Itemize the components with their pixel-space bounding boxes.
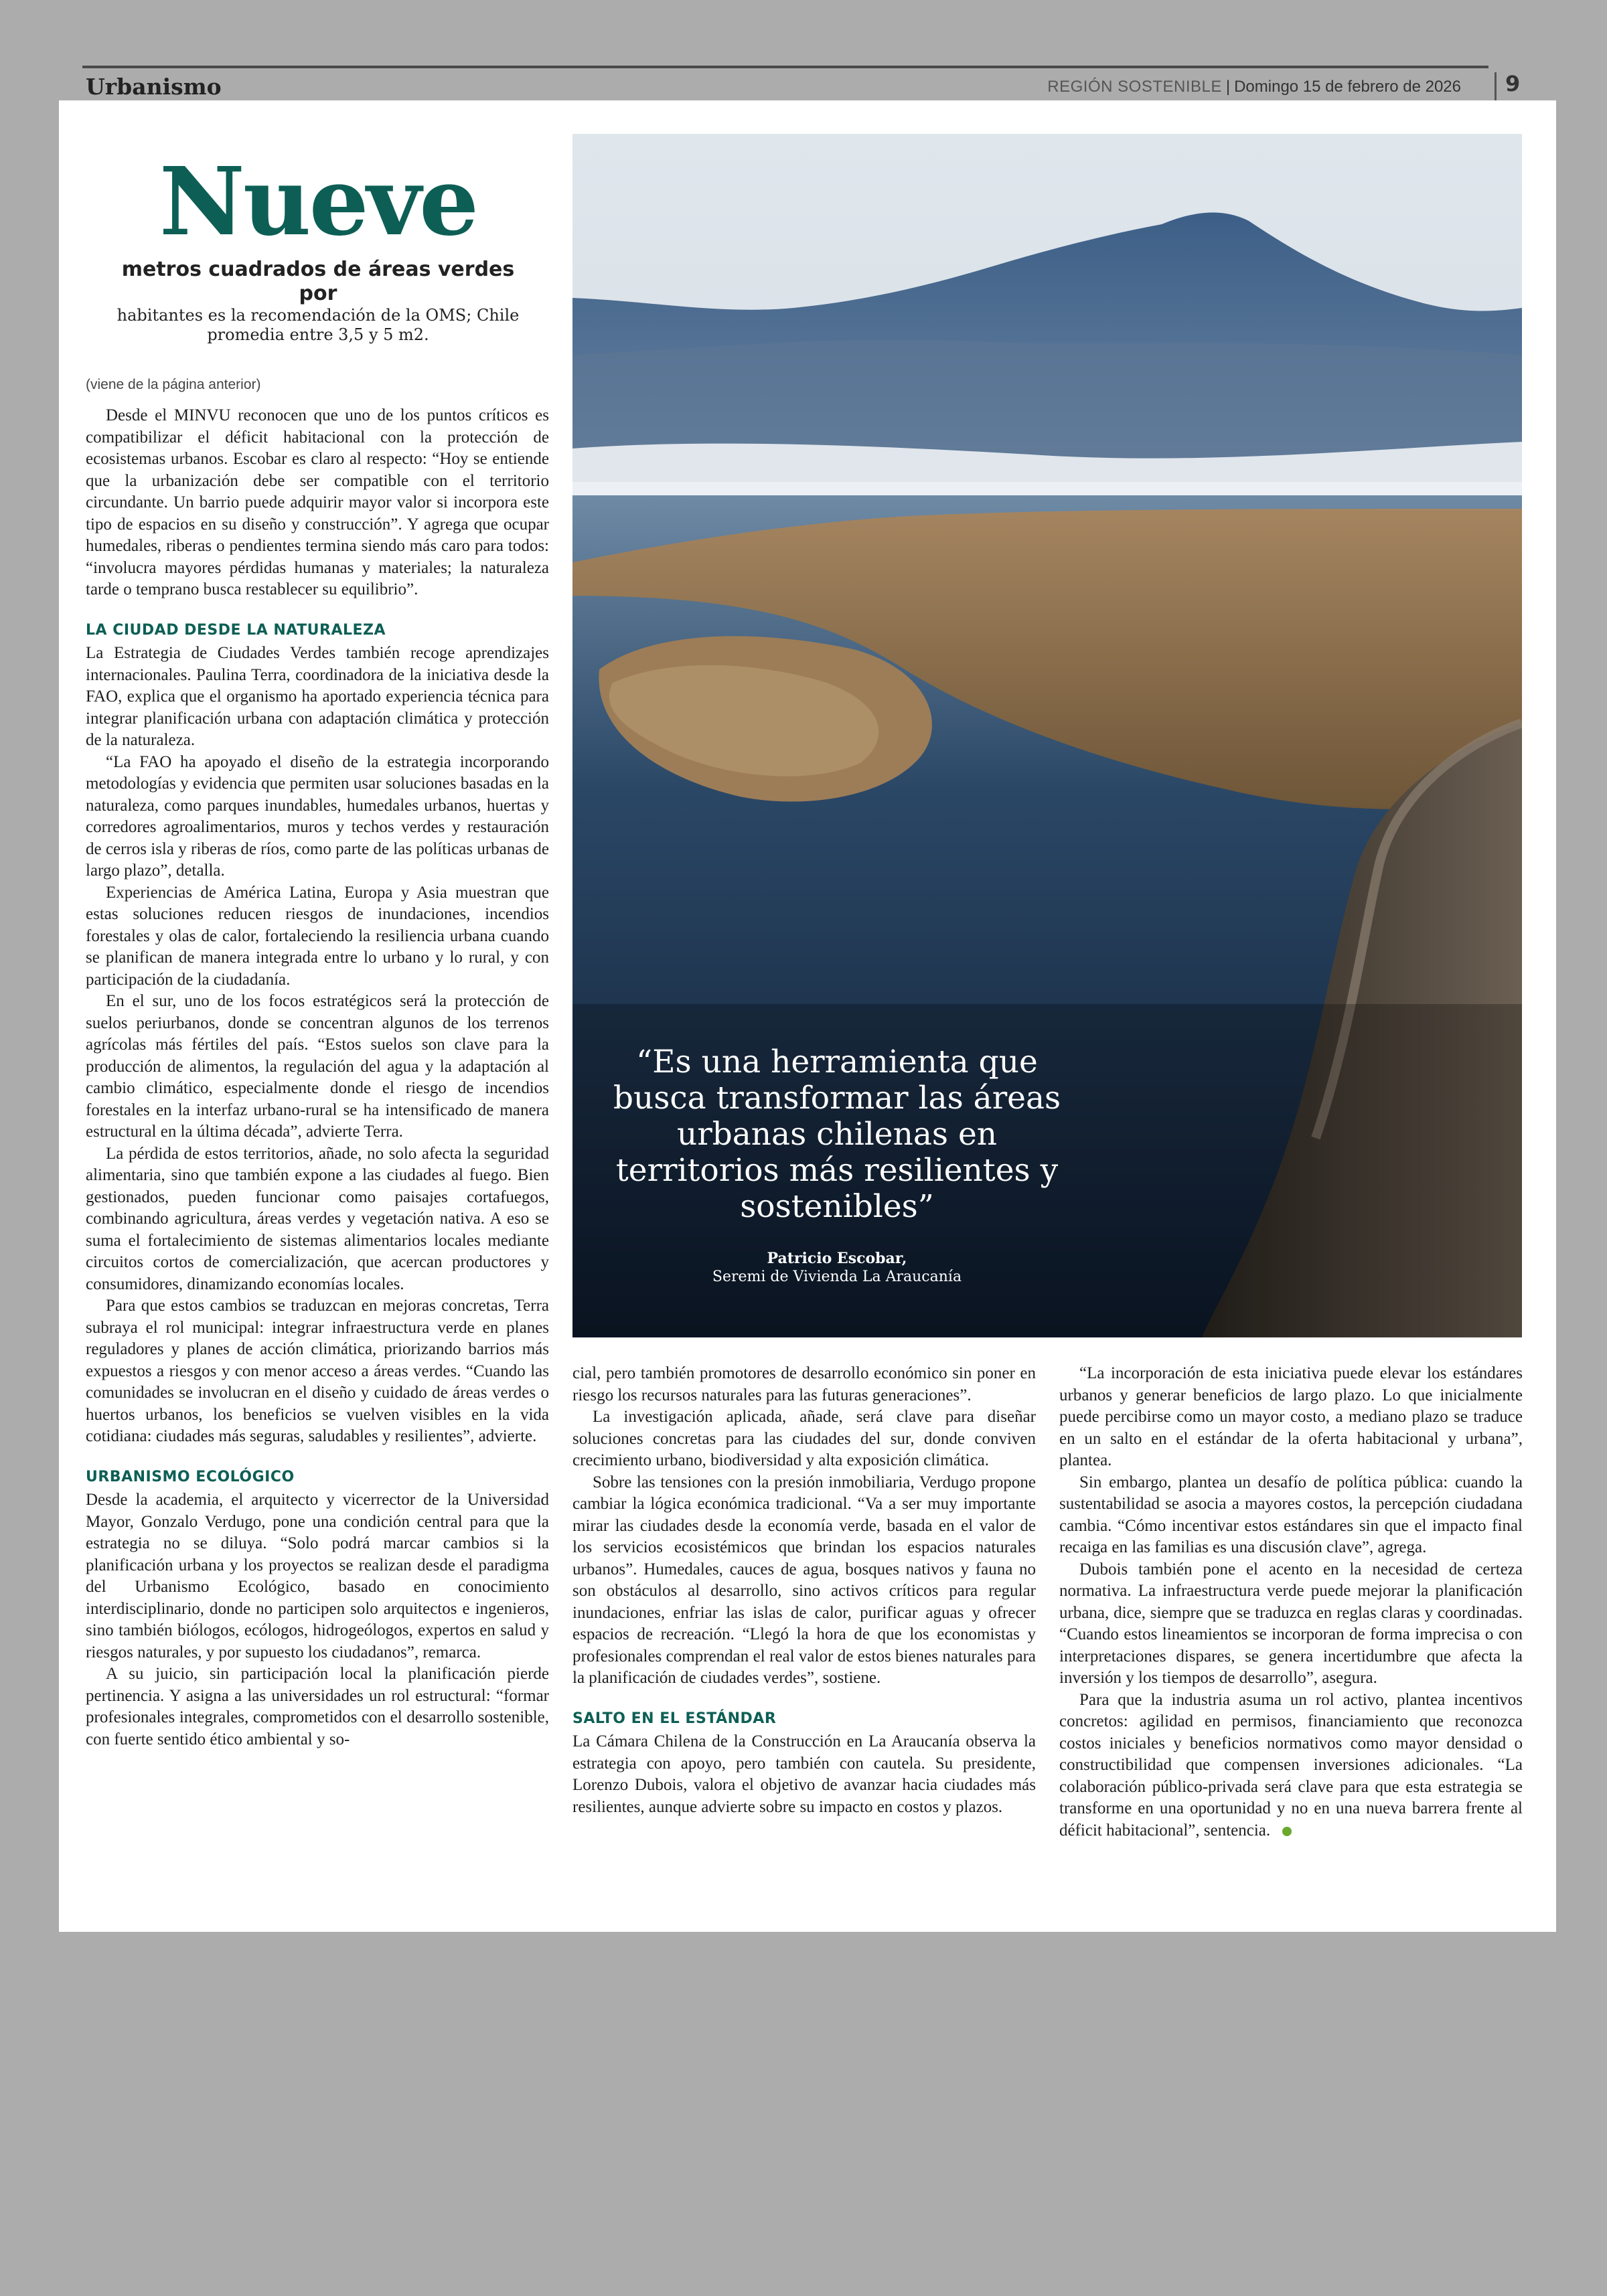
- subheading: LA CIUDAD DESDE LA NATURALEZA: [86, 621, 386, 639]
- page-number-divider: [1495, 72, 1497, 102]
- article-column-3: [1059, 1363, 1523, 1841]
- paragraph: Desde el MINVU reconocen que uno de los puntos críticos es compatibilizar el déficit habitacional con la protección de ecosistemas urbanos. Escobar es claro al respecto: “Hoy se entiende que la urbanización debe ser compatible con el territorio circundante. Un barrio puede adquirir mayor valor si incorpora este tipo de espacios en su diseño y construcción”. Y agrega que ocupar humedales, riberas o pendientes termina siendo más caro para todos: “involucra mayores pérdidas humanas y materiales; la naturaleza tarde o temprano busca restablecer su equilibrio”.: [86, 406, 549, 598]
- header-rule: [82, 66, 1488, 68]
- paragraph: La Cámara Chilena de la Construcción en La Araucanía observa la estrategia con apoyo, pero también con cautela. Su presidente, Lorenzo Dubois, valora el objetivo de avanzar hacia ciudades más resilientes, aunque advierte sobre su impacto en costos y plazos.: [572, 1732, 1036, 1816]
- highlight-rest: habitantes es la recomendación de la OMS; Chile promedia entre 3,5 y 5 m2.: [117, 306, 520, 344]
- highlight-lead: metros cuadrados de áreas verdes por: [121, 258, 515, 305]
- subheading: URBANISMO ECOLÓGICO: [86, 1468, 295, 1485]
- subheading: SALTO EN EL ESTÁNDAR: [572, 1710, 777, 1727]
- paragraph: A su juicio, sin participación local la planificación pierde pertinencia. Y asigna a las universidades un rol estructural: “formar profesionales integrales, comprometidos con el desarrollo sostenible, con fuerte sentido ético ambiental y so-: [86, 1665, 549, 1748]
- section-title: Urbanismo: [86, 74, 222, 100]
- page-number: 9: [1505, 71, 1521, 96]
- article-column-2: [572, 1363, 1036, 1818]
- paragraph-text: Para que la industria asuma un rol activo, plantea incentivos concretos: agilidad en permisos, financiamiento que reconozca costos iniciales y beneficios normativos como mayor densidad o constructibilidad que compensen inversiones adicionales. “La colaboración público-privada será clave para que esta estrategia se transforme en una oportunidad y no en una nueva barrera frente al déficit habitacional”, sentencia.: [1059, 1690, 1523, 1839]
- paragraph: En el sur, uno de los focos estratégicos será la protección de suelos periurbanos, donde se concentran algunos de los terrenos agrícolas más fértiles del país. “Estos suelos son clave para la producción de alimentos, la regulación del agua y la adaptación al cambio climático, especialmente donde el riesgo de incendios forestales en la interfaz urbano-rural se ha intensificado de manera estructural en la última década”, advierte Terra.: [86, 992, 549, 1141]
- publication-name: REGIÓN SOSTENIBLE: [1047, 78, 1222, 96]
- paragraph: “La incorporación de esta iniciativa puede elevar los estándares urbanos y generar beneficios de largo plazo. Lo que inicialmente puede percibirse como un mayor costo, a mediano plazo se traduce en un salto en el estándar de la oferta habitacional y urbana”, plantea.: [1059, 1364, 1523, 1469]
- paragraph: La investigación aplicada, añade, será clave para diseñar soluciones concretas para las ciudades del sur, donde conviven crecimiento urbano, biodiversidad y alta exposición climática.: [572, 1408, 1036, 1469]
- paragraph: Experiencias de América Latina, Europa y Asia muestran que estas soluciones reducen riesgos de inundaciones, incendios forestales y olas de calor, fortaleciendo la resiliencia urbana cuando se planifican de manera integrada entre lo urbano y lo rural, y con participación de la ciudadanía.: [86, 883, 549, 989]
- pull-quote-attribution: [603, 1249, 1071, 1287]
- paragraph: cial, pero también promotores de desarrollo económico sin poner en riesgo los recursos naturales para las futuras generaciones”.: [572, 1364, 1036, 1404]
- paragraph: La Estrategia de Ciudades Verdes también recoge aprendizajes internacionales. Paulina Terra, coordinadora de la iniciativa desde la FAO, explica que el organismo ha aportado experiencia técnica para integrar planificación urbana con adaptación climática y protección de la naturaleza.: [86, 644, 549, 749]
- masthead-separator: |: [1225, 78, 1231, 96]
- article-column-1: [86, 405, 549, 1750]
- end-mark-icon: [1282, 1827, 1292, 1836]
- paragraph: Para que estos cambios se traduzcan en mejoras concretas, Terra subraya el rol municipal: integrar infraestructura verde en planes reguladores y planes de acción climática, priorizando barrios más expuestos a riesgos y con menor acceso a áreas verdes. “Cuando las comunidades se involucran en el diseño y cuidado de áreas verdes o huertos urbanos, los beneficios se vuelven visibles en la vida cotidiana: ciudades más seguras, saludables y resilientes”, advierte.: [86, 1297, 549, 1445]
- paragraph: Desde la academia, el arquitecto y vicerrector de la Universidad Mayor, Gonzalo Verdugo, pone una condición central para que la estrategia no se diluya. “Solo podrá marcar cambios si la planificación urbana y los proyectos se realizan desde el paradigma del Urbanismo Ecológico, basado en conocimiento interdisciplinario, donde no participen solo arquitectos e ingenieros, sino también biólogos, ecólogos, hidrogeólogos, expertos en salud y riesgos naturales, y por supuesto los ciudadanos”, remarca.: [86, 1491, 549, 1661]
- paragraph: La pérdida de estos territorios, añade, no solo afecta la seguridad alimentaria, sino que también expone a las ciudades al fuego. Bien gestionados, pueden funcionar como paisajes cortafuegos, combinando agricultura, áreas verdes y vegetación nativa. A eso se suma el fortalecimiento de sistemas alimentarios locales mediante circuitos cortos de comercialización, que acercan productores y consumidores, dinamizando economías locales.: [86, 1144, 549, 1293]
- paragraph: [1059, 1690, 1523, 1842]
- paragraph: Sin embargo, plantea un desafío de política pública: cuando la sustentabilidad se asocia a mayores costos, la percepción ciudadana cambia. “Cómo incentivar estos estándares sin que el impacto final recaiga en las familias es una discusión clave”, agrega.: [1059, 1473, 1523, 1556]
- paragraph: Sobre las tensiones con la presión inmobiliaria, Verdugo propone cambiar la lógica económica tradicional. “Va a ser muy importante mirar las ciudades desde la economía verde, basada en el valor de los servicios ecosistémicos que brindan los espacios naturales urbanos”. Humedales, cauces de agua, bosques nativos y fauna no son obstáculos al desarrollo, sino activos críticos para regular inundaciones, enfriar las islas de calor, purificar aguas y ofrecer espacios de recreación. “Llegó la hora de que los economistas y profesionales comprendan el real valor de estos bienes naturales para la planificación de ciudades verdes”, sostiene.: [572, 1473, 1036, 1687]
- continued-note: (viene de la página anterior): [86, 377, 261, 392]
- highlight-number: Nueve: [159, 147, 477, 257]
- issue-date: Domingo 15 de febrero de 2026: [1234, 78, 1461, 96]
- highlight-caption: [100, 258, 536, 345]
- paragraph: Dubois también pone el acento en la necesidad de certeza normativa. La infraestructura verde puede mejorar la planificación urbana, dice, siempre que se traduzca en reglas claras y coordinadas. “Cuando estos lineamientos se incorporan de forma imprecisa o con interpretaciones dispares, se genera incertidumbre que afecta la inversión y los tiempos de desarrollo”, asegura.: [1059, 1560, 1523, 1687]
- quote-role: Seremi de Vivienda La Araucanía: [712, 1268, 962, 1285]
- masthead: [1047, 78, 1461, 96]
- paragraph: “La FAO ha apoyado el diseño de la estrategia incorporando metodologías y evidencia que permiten usar soluciones basadas en la naturaleza, como parques inundables, humedales urbanos, huertas y corredores agroalimentarios, muros y techos verdes y restauración de cerros isla y riberas de ríos, como parte de las políticas urbanas de largo plazo”, detalla.: [86, 752, 549, 880]
- pull-quote: “Es una herramienta que busca transformar las áreas urbanas chilenas en territorios más resilientes y sostenibles”: [613, 1044, 1061, 1225]
- quote-author: Patricio Escobar,: [767, 1250, 907, 1267]
